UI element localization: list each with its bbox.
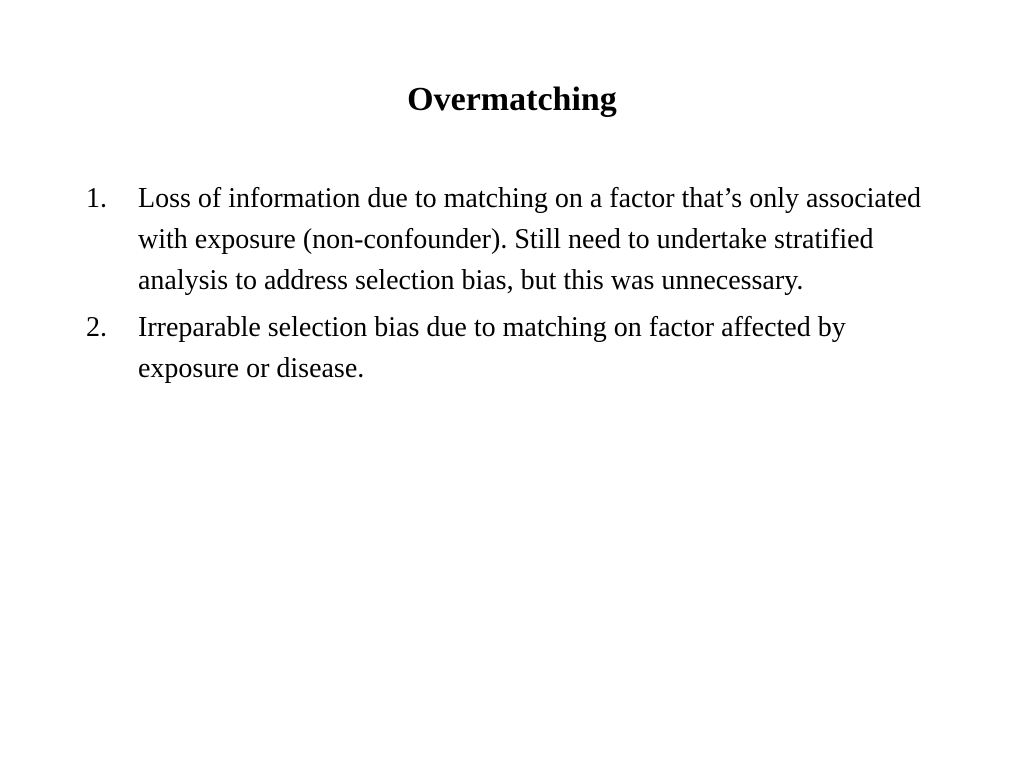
numbered-list: [86, 178, 926, 395]
list-item-2: [86, 307, 926, 389]
list-item-text: Irreparable selection bias due to matching on factor affected by exposure or disease.: [138, 312, 846, 384]
list-item-1: [86, 178, 926, 301]
slide-title: Overmatching: [407, 81, 617, 118]
list-item-number: 1.: [86, 183, 107, 214]
list-item-number: 2.: [86, 312, 107, 343]
list-item-text: Loss of information due to matching on a factor that’s only associated with exposure (non-confounder). Still need to undertake stratified analysis to address selection bias, but this was unnecessary.: [138, 183, 922, 296]
